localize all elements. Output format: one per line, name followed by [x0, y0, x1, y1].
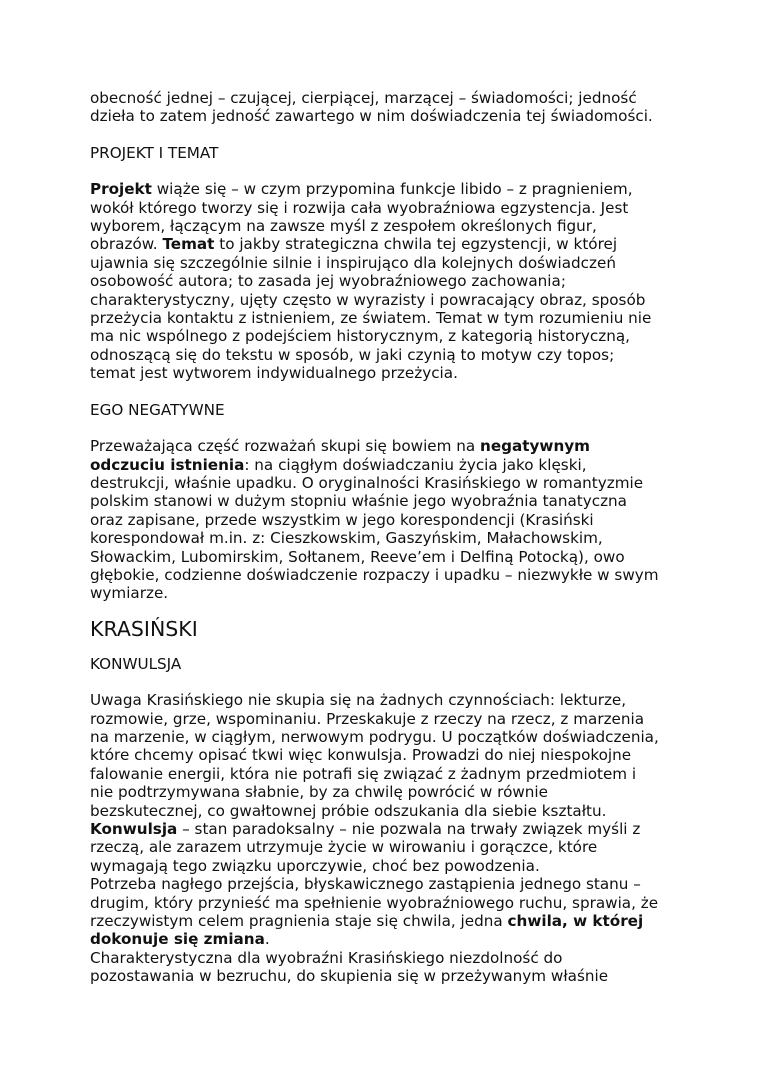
- text-line: wyborem, łączącym na zawsze myśl z zespołem określonych figur,: [90, 217, 597, 236]
- text-line: pozostawania w bezruchu, do skupienia się w przeżywanym właśnie: [90, 967, 609, 986]
- text-line: [90, 235, 670, 253]
- text-line: drugim, który przynieść ma spełnienie wyobraźniowego ruchu, sprawia, że: [90, 893, 659, 912]
- bold-term-konwulsja: Konwulsja: [90, 820, 178, 838]
- text-line: obecność jednej – czującej, cierpiącej, marzącej – świadomości; jedność: [90, 89, 637, 107]
- text-line: [90, 180, 670, 198]
- text-line: wokół którego tworzy się i rozwija cała wyobraźniowa egzystencja. Jest: [90, 198, 629, 217]
- text-run: obrazów.: [90, 235, 163, 254]
- text-line: falowanie energii, która nie potrafi się związać z żadnym przedmiotem i: [90, 764, 637, 783]
- text-line: które chcemy opisać tkwi więc konwulsja. Prowadzi do niej niespokojne: [90, 746, 632, 765]
- bold-term: negatywnym: [480, 437, 590, 456]
- text-line: temat jest wytworem indywidualnego przeżycia.: [90, 364, 458, 383]
- text-line: [90, 437, 670, 455]
- intro-paragraph: [90, 89, 670, 126]
- bold-term: dokonuje się zmiana: [90, 930, 265, 949]
- text-line: osobowość autora; to zasada jej wyobraźniowego zachowania;: [90, 272, 566, 291]
- ego-paragraph: [90, 437, 670, 603]
- bold-term-projekt: Projekt: [90, 180, 152, 199]
- text-line: Słowackim, Lubomirskim, Sołtanem, Reeve’em i Delfiną Potocką), owo: [90, 547, 625, 566]
- section-heading-projekt: PROJEKT I TEMAT: [90, 143, 219, 162]
- text-line: dzieła to zatem jedność zawartego w nim doświadczenia tej świadomości.: [90, 107, 653, 126]
- text-line: destrukcji, właśnie upadku. O oryginalności Krasińskiego w romantyzmie: [90, 473, 644, 492]
- bold-term: chwila, w której: [507, 912, 644, 931]
- bold-term: odczuciu istnienia: [90, 455, 245, 474]
- text-run: to jakby strategiczna chwila tej egzystencji, w której: [214, 235, 618, 254]
- text-run: wiąże się – w czym przypomina funkcje libido – z pragnieniem,: [151, 180, 633, 199]
- projekt-paragraph: [90, 180, 670, 382]
- text-line: głębokie, codzienne doświadczenie rozpaczy i upadku – niezwykłe w swym: [90, 565, 659, 584]
- text-run: .: [264, 930, 270, 949]
- text-line: [90, 820, 670, 838]
- text-line: [90, 456, 670, 474]
- text-line: wymiarze.: [90, 584, 169, 603]
- text-line: bezskutecznej, co gwałtownej próbie odszukania dla siebie kształtu.: [90, 801, 607, 820]
- chapter-title: KRASIŃSKI: [90, 616, 198, 641]
- text-line: przeżycia kontaktu z istnieniem, ze światem. Temat w tym rozumieniu nie: [90, 309, 652, 328]
- section-heading-ego: EGO NEGATYWNE: [90, 400, 225, 419]
- text-line: charakterystyczny, ujęty często w wyrazisty i powracający obraz, sposób: [90, 290, 646, 309]
- text-line: na marzenie, w ciągłym, nerwowym podrygu. U początków doświadczenia,: [90, 727, 659, 746]
- konwulsja-paragraph: [90, 691, 670, 986]
- text-run: Przeważająca część rozważań skupi się bowiem na: [90, 437, 481, 456]
- text-run: – stan paradoksalny – nie pozwala na trwały związek myśli z: [177, 820, 641, 838]
- text-line: Potrzeba nagłego przejścia, błyskawicznego zastąpienia jednego stanu –: [90, 875, 641, 894]
- document-page: [90, 89, 670, 986]
- text-line: nie podtrzymywana słabnie, by za chwilę powrócić w równie: [90, 783, 548, 802]
- text-run: rzeczywistym celem pragnienia staje się chwila, jedna: [90, 912, 508, 931]
- text-run: : na ciągłym doświadczaniu życia jako klęski,: [244, 455, 587, 474]
- bold-term-temat: Temat: [162, 235, 215, 254]
- text-line: wymagają tego związku uporczywie, choć bez powodzenia.: [90, 856, 540, 875]
- text-line: rozmowie, grze, wspominaniu. Przeskakuje z rzeczy na rzecz, z marzenia: [90, 709, 645, 728]
- text-line: korespondował m.in. z: Cieszkowskim, Gaszyńskim, Małachowskim,: [90, 529, 603, 548]
- text-line: [90, 930, 670, 948]
- text-line: Uwaga Krasińskiego nie skupia się na żadnych czynnościach: lekturze,: [90, 691, 627, 710]
- text-line: Charakterystyczna dla wyobraźni Krasińskiego niezdolność do: [90, 948, 563, 967]
- text-line: oraz zapisane, przede wszystkim w jego korespondencji (Krasiński: [90, 510, 594, 529]
- text-line: polskim stanowi w dużym stopniu właśnie jego wyobraźnia tanatyczna: [90, 492, 627, 511]
- text-line: ujawnia się szczególnie silnie i inspirująco dla kolejnych doświadczeń: [90, 253, 616, 272]
- text-line: [90, 912, 670, 930]
- section-heading-konwulsja: KONWULSJA: [90, 654, 182, 673]
- text-line: ma nic wspólnego z podejściem historycznym, z kategorią historyczną,: [90, 327, 630, 346]
- text-line: odnoszącą się do tekstu w sposób, w jaki czynią to motyw czy topos;: [90, 345, 615, 364]
- text-line: rzeczą, ale zarazem utrzymuje życie w wirowaniu i gorączce, które: [90, 838, 598, 857]
